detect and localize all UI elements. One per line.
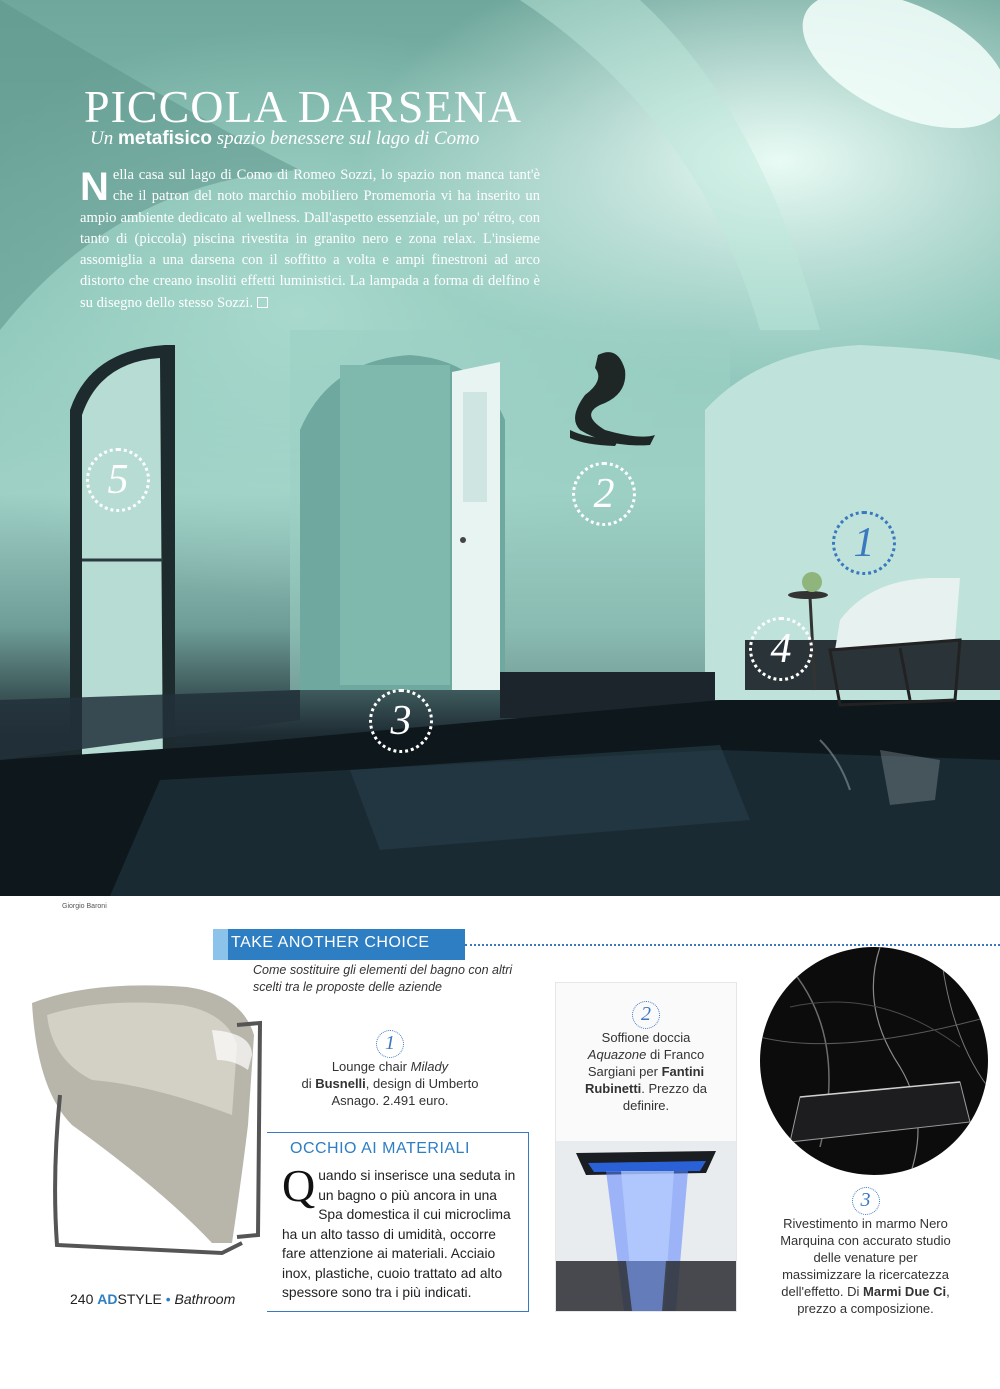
item-3	[778, 1187, 953, 1317]
article-title: PICCOLA DARSENA	[84, 81, 523, 132]
footer-style: STYLE	[117, 1291, 162, 1307]
footer-section: Bathroom	[174, 1291, 236, 1307]
item-1-brand: Busnelli	[315, 1076, 366, 1091]
lounge-chair-image	[12, 975, 270, 1265]
item-2	[566, 1001, 726, 1114]
marker-3: 3	[369, 689, 433, 753]
item-1-post: , design di Umberto Asnago. 2.491 euro.	[331, 1076, 479, 1108]
materials-body: uando si inserisce una seduta in un bagno o più ancora in una Spa domestica il cui microclima ha un alto tasso di umidità, occorre fare attenzione ai materiali. Acciaio inox, plastiche, cuoio trattato ad alto spessore sono tra i più indicati.	[282, 1168, 516, 1300]
materials-drop-cap: Q	[282, 1160, 316, 1211]
item-3-post: , prezzo a composizione.	[797, 1284, 950, 1316]
item-3-line1: Rivestimento in marmo Nero Marquina con accurato studio delle venature per massimizzare la ricercatezza dell'effetto.	[780, 1216, 951, 1299]
marker-1: 1	[832, 511, 896, 575]
intro-text: ella casa sul lago di Como di Romeo Sozzi, lo spazio non manca tant'è che il patron del noto marchio mobiliero Promemoria vi ha inserito un ampio ambiente dedicato al wellness. Dall'aspetto essenziale, un po' rétro, con tanto di (piccola) piscina rivestita in granito nero e zona relax. L'insieme assomiglia a una darsena con il soffitto a volta e ampi finestroni ad arco distorto che creano insoliti effetti luministici. La lampada a forma di delfino è su disegno dello stesso Sozzi.	[80, 167, 540, 311]
item-1-name: Milady	[410, 1059, 449, 1074]
article-subtitle	[90, 128, 479, 150]
marble-image	[760, 947, 988, 1175]
item-3-brand: Marmi Due Ci	[863, 1284, 947, 1299]
dotted-divider	[465, 944, 1000, 946]
article-intro	[80, 165, 540, 314]
item-1-line1: Lounge chair	[331, 1059, 407, 1074]
item-3-number: 3	[852, 1187, 880, 1215]
item-2-pre: di Franco Sargiani per	[587, 1047, 705, 1079]
item-2-post: . Prezzo da definire.	[622, 1081, 708, 1113]
marker-2: 2	[572, 462, 636, 526]
intro-drop-cap: N	[80, 165, 109, 209]
item-2-brand: Fantini Rubinetti	[584, 1064, 705, 1096]
page-footer	[70, 1291, 235, 1307]
item-1-pre: di	[301, 1076, 312, 1091]
photo-credit: Giorgio Baroni	[62, 903, 107, 910]
shower-card	[556, 983, 736, 1311]
page-number: 240	[70, 1291, 94, 1307]
subtitle-pre: Un	[90, 128, 114, 149]
footer-separator: •	[165, 1291, 171, 1307]
materials-title: OCCHIO AI MATERIALI	[290, 1140, 470, 1157]
item-1	[280, 1030, 500, 1109]
shower-head-image	[556, 1141, 736, 1311]
choice-description: Come sostituire gli elementi del bagno con altri scelti tra le proposte delle aziende	[253, 963, 513, 994]
choice-tab-label: TAKE ANOTHER CHOICE	[231, 934, 430, 951]
item-3-pre: Di	[847, 1284, 860, 1299]
subtitle-bold: metafisico	[117, 128, 212, 149]
choice-tab	[213, 929, 465, 960]
footer-brand: AD	[97, 1291, 118, 1307]
materials-text	[282, 1160, 522, 1303]
item-2-name: Aquazone	[587, 1047, 647, 1062]
item-2-line1: Soffione doccia	[601, 1030, 691, 1045]
subtitle-post: spazio benessere sul lago di Como	[216, 128, 480, 149]
item-2-number: 2	[632, 1001, 660, 1029]
marker-5: 5	[86, 448, 150, 512]
item-1-number: 1	[376, 1030, 404, 1058]
marker-4: 4	[749, 617, 813, 681]
end-mark-icon	[257, 297, 268, 308]
